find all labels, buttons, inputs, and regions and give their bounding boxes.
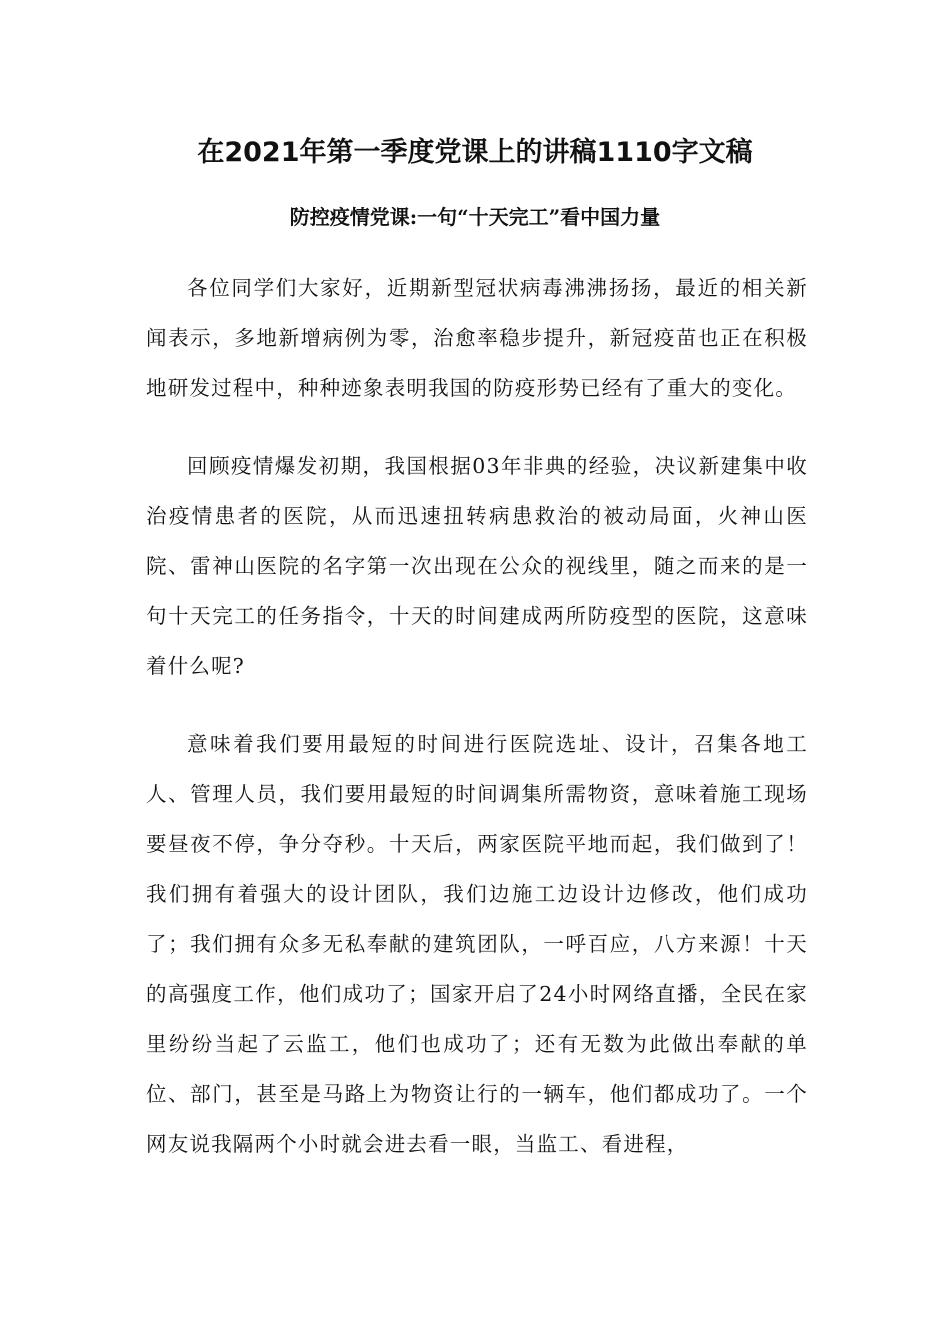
- paragraph-1: 各位同学们大家好，近期新型冠状病毒沸沸扬扬，最近的相关新闻表示，多地新增病例为零，治愈率稳步提升，新冠疫苗也正在积极地研发过程中，种种迹象表明我国的防疫形势已经有了重大的变化。: [146, 276, 808, 400]
- document-body: [146, 263, 808, 1169]
- paragraph-3: 意味着我们要用最短的时间进行医院选址、设计，召集各地工人、管理人员，我们要用最短的时间调集所需物资，意味着施工现场要昼夜不停，争分夺秒。十天后，两家医院平地而起，我们做到了！我们拥有着强大的设计团队，我们边施工边设计边修改，他们成功了；我们拥有众多无私奉献的建筑团队，一呼百应，八方来源！十天的高强度工作，他们成功了；国家开启了24小时网络直播，全民在家里纷纷当起了云监工，他们也成功了；还有无数为此做出奉献的单位、部门，甚至是马路上为物资让行的一辆车，他们都成功了。一个网友说我隔两个小时就会进去看一眼，当监工、看进程，: [146, 732, 808, 1156]
- paragraph-2: 回顾疫情爆发初期，我国根据03年非典的经验，决议新建集中收治疫情患者的医院，从而迅速扭转病患救治的被动局面，火神山医院、雷神山医院的名字第一次出现在公众的视线里，随之而来的是一句十天完工的任务指令，十天的时间建成两所防疫型的医院，这意味着什么呢?: [146, 454, 808, 678]
- document-subtitle: 防控疫情党课:一句“十天完工”看中国力量: [289, 205, 661, 229]
- document-title: 在2021年第一季度党课上的讲稿1110字文稿: [197, 137, 753, 168]
